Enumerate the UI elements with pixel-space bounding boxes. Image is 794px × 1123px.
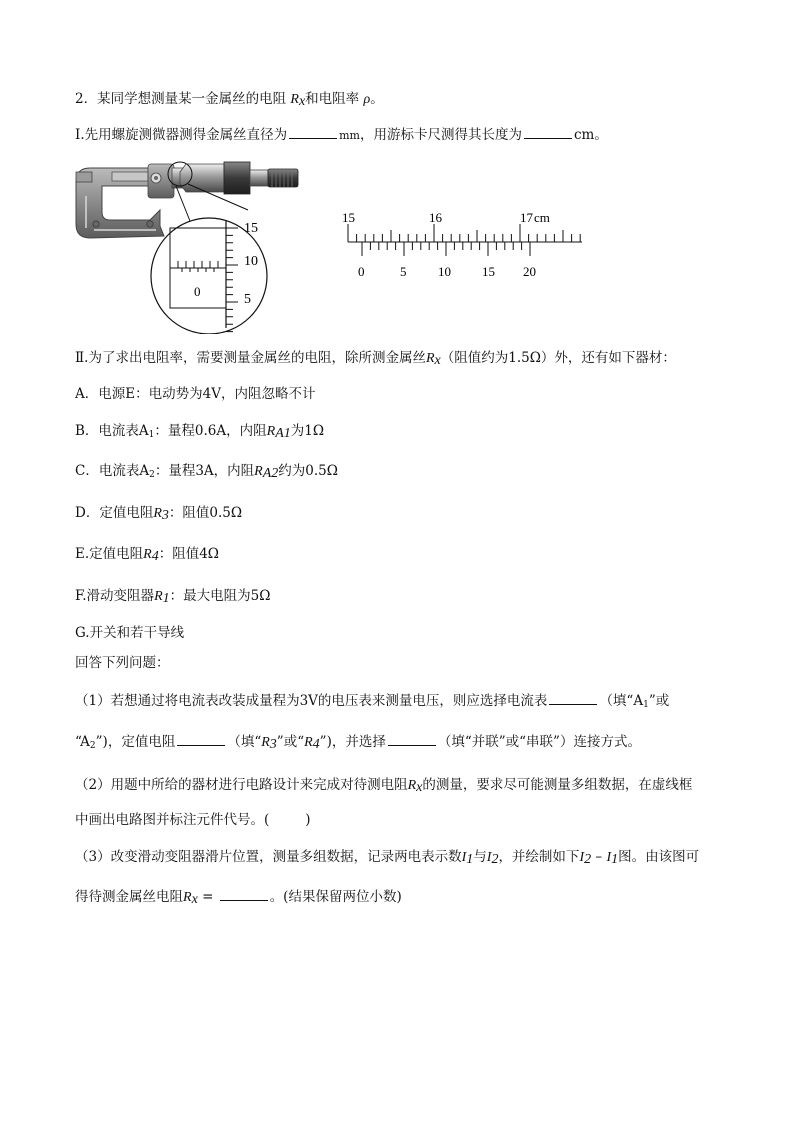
item-f: F.滑动变阻器$R_1$：最大电阻为5Ω	[75, 588, 271, 606]
main-scale-label-15: 15	[342, 210, 355, 225]
diameter-blank[interactable]	[289, 126, 337, 139]
sub-question-3-line1: （3）改变滑动变阻器滑片位置，测量多组数据，记录两电表示数$I_1$与$I_2$，并绘制如下$I_2 - I_1$图。由该图可	[75, 849, 700, 867]
vernier-label-10: 10	[438, 264, 451, 279]
sub-question-3-line2: 得待测金属丝电阻$R_x$ = 。(结果保留两位小数)	[75, 889, 402, 907]
connection-blank[interactable]	[388, 733, 436, 746]
length-blank[interactable]	[524, 126, 572, 139]
sub-question-2-line2: 中画出电路图并标注元件代号。( )	[75, 812, 311, 828]
item-g: G.开关和若干导线	[75, 625, 185, 641]
part-two-line: Ⅱ.为了求出电阻率，需要测量金属丝的电阻，除所测金属丝$R_x$（阻值约为1.5Ω）外，还有如下器材：	[75, 350, 676, 368]
part-one-line: Ⅰ.先用螺旋测微器测得金属丝直径为 mm，用游标卡尺测得其长度为 cm。	[75, 127, 608, 143]
item-b: B．电流表$A_1$：量程0.6A，内阻$R_{A1}$为1Ω	[75, 423, 325, 441]
answer-intro: 回答下列问题：	[75, 655, 170, 671]
vernier-label-5: 5	[400, 264, 407, 279]
vernier-label-15: 15	[482, 264, 495, 279]
vernier-label-20: 20	[523, 264, 536, 279]
main-scale-unit: cm	[534, 210, 550, 225]
sub-question-2-line1: （2）用题中所给的器材进行电路设计来完成对待测电阻$R_x$的测量，要求尽可能测量多组数据，在虚线框	[75, 777, 693, 795]
vernier-scale-figure	[336, 206, 596, 282]
resistance-blank[interactable]	[220, 888, 268, 901]
micrometer-label-10: 10	[244, 254, 258, 269]
main-scale-label-17: 17	[520, 210, 533, 225]
ammeter-blank[interactable]	[549, 692, 597, 705]
item-d: D．定值电阻$R_3$：阻值0.5Ω	[75, 505, 243, 523]
question-title: 2．某同学想测量某一金属丝的电阻 $R_x$和电阻率 ρ。	[75, 91, 384, 109]
item-e: E.定值电阻$R_4$：阻值4Ω	[75, 546, 220, 564]
main-scale-label-16: 16	[429, 210, 442, 225]
vernier-label-0: 0	[358, 264, 365, 279]
sub-question-1-line2: “$A_2$”)，定值电阻 （填“$R_3$”或“$R_4$”)，并选择 （填“并联”或“串联”）连接方式。	[75, 734, 641, 752]
micrometer-sleeve-label: 0	[194, 284, 201, 299]
item-a: A．电源E：电动势为4V，内阻忽略不计	[75, 386, 316, 402]
item-c: C．电流表$A_2$：量程3A，内阻$R_{A2}$约为0.5Ω	[75, 463, 338, 481]
resistor-blank[interactable]	[177, 733, 225, 746]
micrometer-label-5: 5	[244, 292, 251, 307]
micrometer-figure	[72, 152, 312, 334]
micrometer-label-15: 15	[244, 221, 258, 236]
sub-question-1-line1: （1）若想通过将电流表改装成量程为3V的电压表来测量电压，则应选择电流表 （填“$A_1$”或	[75, 693, 670, 710]
